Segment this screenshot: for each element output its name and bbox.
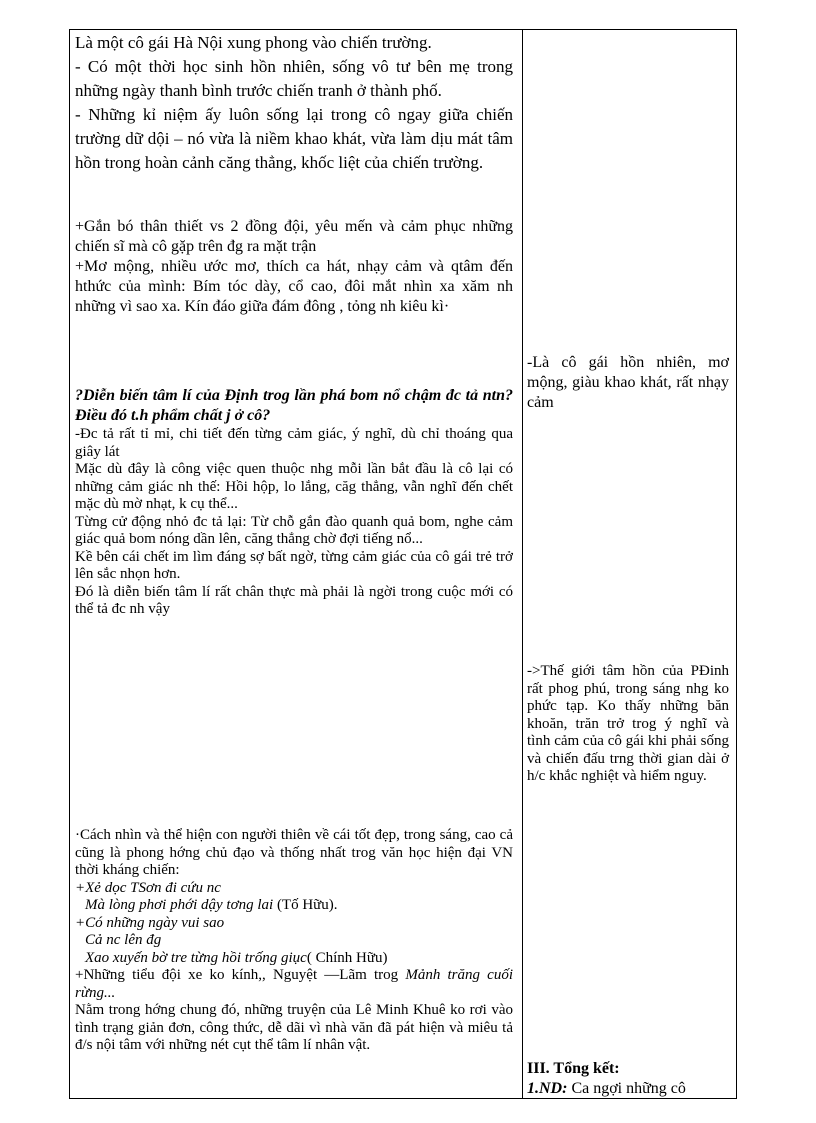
content-table — [69, 29, 737, 1099]
paragraph: +Mơ mộng, nhiều ước mơ, thích ca hát, nhạy cảm và qtâm đến hthức của mình: Bím tóc dày, cổ cao, đôi mắt nhìn xa xăm nh những vì sao xa. Kín đáo giữa đám đông , tỏng nh kiêu kì· — [75, 258, 513, 315]
poem-line: +Có những ngày vui sao — [75, 914, 225, 931]
paragraph: Từng cử động nhỏ đc tả lại: Từ chỗ gắn đào quanh quả bom, nghe cảm giác quả bom nóng dần lên, căng thẳng chờ đợi tiếng nổ... — [75, 513, 513, 547]
literary-context — [75, 827, 513, 1055]
paragraph: - Những kỉ niệm ấy luôn sống lại trong cô ngay giữa chiến trường dữ dội – nó vừa là niềm khao khát, vừa làm dịu mát tâm hồn trong hoàn cảnh căng thẳng, khốc liệt của chiến trường. — [75, 105, 513, 172]
paragraph: -Đc tả rất tỉ mỉ, chi tiết đến từng cảm giác, ý nghĩ, dù chỉ thoáng qua giây lát — [75, 426, 513, 460]
paragraph: +Những tiểu đội xe ko kính,, Nguyệt —Lãm trog Mảnh trăng cuối rừng... — [75, 967, 514, 1001]
paragraph: Mặc dù đây là công việc quen thuộc nhg mỗi lần bắt đầu là cô lại có những cảm giác nh thế: Hồi hộp, lo lắng, căg thẳng, vẫn nghĩ đến chết mặc dù mờ nhạt, k cụ thể... — [75, 461, 513, 512]
section-heading: III. Tổng kết: — [527, 1060, 620, 1077]
summary-section — [527, 1059, 729, 1099]
poem-line: Cả nc lên đg — [85, 932, 162, 948]
paragraph: Đó là diễn biến tâm lí rất chân thực mà phải là ngời trong cuộc mới có thể tả đc nh vậy — [75, 583, 513, 617]
poem-line: Xao xuyến bờ tre từng hồi trống giục( Chính Hữu) — [85, 949, 388, 966]
psychology-analysis — [75, 426, 513, 619]
note-inner-world: ->Thế giới tâm hồn của PĐinh rất phog phú, trong sáng nhg ko phức tạp. Ko thấy những băn khoăn, trăn trở trog ý nghĩ và tình cảm của cô gái khi phải sống và chiến đấu trng thời gian dài ở h/c khắc nghiệt và hiểm nguy. — [527, 663, 729, 784]
poem-line: Mà lòng phơi phới dậy tơng lai (Tố Hữu). — [85, 897, 338, 913]
character-background — [75, 31, 513, 175]
note-character-summary: -Là cô gái hồn nhiên, mơ mộng, giàu khao khát, rất nhạy cảm — [527, 354, 729, 411]
paragraph: +Gắn bó thân thiết vs 2 đồng đội, yêu mến và cảm phục những chiến sĩ mà cô gặp trên đg ra mặt trận — [75, 218, 513, 255]
discussion-question: ?Diễn biến tâm lí của Định trog lần phá bom nổ chậm đc tả ntn? Điều đó t.h phẩm chất j ở cô? — [75, 387, 513, 424]
paragraph: Kề bên cái chết im lìm đáng sợ bất ngờ, từng cảm giác của cô gái trẻ trở lên sắc nhọn hơn. — [75, 548, 513, 582]
paragraph: - Có một thời học sinh hồn nhiên, sống vô tư bên mẹ trong những ngày thanh bình trước chiến tranh ở thành phố. — [75, 57, 513, 100]
paragraph: Nằm trong hớng chung đó, những truyện của Lê Minh Khuê ko rơi vào tình trạng giản đơn, công thức, dễ dãi vì nhà văn đã pát hiện và miêu tả đ/s nội tâm với những nét cụt thể tâm lí nhân vật. — [75, 1002, 513, 1053]
paragraph: 1.ND: Ca ngợi những cô — [527, 1080, 686, 1097]
paragraph: ·Cách nhìn và thể hiện con người thiên về cái tốt đẹp, trong sáng, cao cả cũng là phong hớng chủ đạo và thống nhất trog văn học hiện đại VN thời kháng chiến: — [75, 827, 513, 878]
column-divider — [522, 30, 523, 1098]
poem-line: +Xẻ dọc TSơn đi cứu nc — [75, 879, 221, 896]
character-traits — [75, 217, 513, 317]
paragraph: Là một cô gái Hà Nội xung phong vào chiến trường. — [75, 33, 432, 52]
